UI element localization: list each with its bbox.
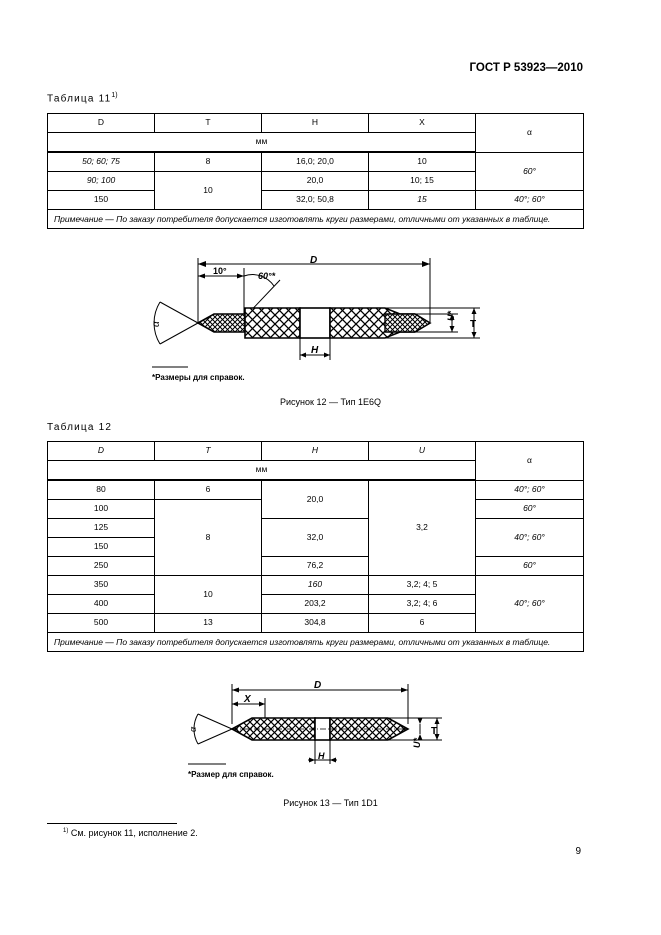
label-10deg: 10° [213,266,227,276]
unit-cell: мм [48,133,476,153]
table-cell: 13 [155,614,262,633]
header-cell-h: H [262,442,369,461]
table-cell: 3,2 [369,480,476,576]
table-row [48,114,584,133]
table-cell: 16,0; 20,0 [262,152,369,172]
table-row [48,210,584,229]
table-cell: 350 [48,576,155,595]
table-cell: 6 [369,614,476,633]
table-cell: 20,0 [262,480,369,519]
table-cell: 40°; 60° [476,519,584,557]
header-cell-h: H [262,114,369,133]
header-cell-alpha: α [476,114,584,153]
table-row [48,519,584,538]
table-12 [47,441,584,652]
figure-12-caption: Рисунок 12 — Тип 1E6Q [280,397,381,407]
figure-12-drawing [140,252,500,387]
table-cell: 304,8 [262,614,369,633]
table-row [48,442,584,461]
table-cell: 8 [155,152,262,172]
table-cell: 50; 60; 75 [48,152,155,172]
table-cell: 8 [155,500,262,576]
header-cell-t: T [155,442,262,461]
table-row [48,191,584,210]
table-12-caption: Таблица 12 [47,422,113,433]
table-cell: 32,0 [262,519,369,557]
figure-13-caption: Рисунок 13 — Тип 1D1 [283,798,378,808]
page-number: 9 [575,846,581,857]
table-cell: 10 [155,576,262,614]
table-cell: 20,0 [262,172,369,191]
table-cell: 400 [48,595,155,614]
label-u: U* [412,737,422,748]
table-11-caption: Таблица 11$^{1)}$ [47,92,118,105]
label-d: D [310,255,318,266]
label-h: H [311,345,319,356]
header-cell-t: T [155,114,262,133]
figure-13-footnote: *Размер для справок. [188,770,274,779]
table-cell: 40°; 60° [476,191,584,210]
unit-cell: мм [48,461,476,481]
table-cell: 15 [369,191,476,210]
label-alpha: α [188,726,198,732]
table-cell: 150 [48,538,155,557]
table-cell: 40°; 60° [476,480,584,500]
table-cell: 6 [155,480,262,500]
table-cell: 150 [48,191,155,210]
table-cell: 500 [48,614,155,633]
header-cell-d: D [48,114,155,133]
table-cell: 60° [476,500,584,519]
header-cell-d: D [48,442,155,461]
table-cell: 76,2 [262,557,369,576]
header-cell-x: X [369,114,476,133]
table-note: Примечание — По заказу потребителя допускается изготовлять круги размерами, отличными от указанных в таблице. [48,633,584,652]
figure-13-drawing [180,680,450,785]
table-row [48,576,584,595]
label-alpha: α [151,321,162,327]
table-row [48,480,584,500]
table-cell: 125 [48,519,155,538]
header-cell-u: U [369,442,476,461]
table-11 [47,113,584,229]
table-cell: 203,2 [262,595,369,614]
table-row [48,557,584,576]
table-cell: 90; 100 [48,172,155,191]
table-cell: 80 [48,480,155,500]
table-cell: 40°; 60° [476,576,584,633]
table-cell: 250 [48,557,155,576]
label-u: U* [446,310,456,321]
table-cell: 60° [476,152,584,191]
table-cell: 3,2; 4; 6 [369,595,476,614]
figure-12-footnote: *Размеры для справок. [152,373,245,382]
table-row [48,152,584,172]
table-cell: 10 [155,172,262,210]
label-60deg: 60°* [258,271,276,281]
table-cell: 3,2; 4; 5 [369,576,476,595]
document-id: ГОСТ Р 53923—2010 [469,62,583,74]
label-d: D [314,680,322,691]
footnote-separator [47,823,177,824]
table-cell: 100 [48,500,155,519]
table-cell: 160 [262,576,369,595]
table-cell: 10 [369,152,476,172]
label-h: H [318,751,325,761]
table-row [48,633,584,652]
table-cell: 32,0; 50,8 [262,191,369,210]
label-x: X [244,694,251,705]
page-footnote: $^{1)}$ См. рисунок 11, исполнение 2. [63,828,198,838]
label-t: T [431,726,438,737]
table-cell: 10; 15 [369,172,476,191]
table-cell: 60° [476,557,584,576]
header-cell-alpha: α [476,442,584,481]
table-note: Примечание — По заказу потребителя допускается изготовлять круги размерами, отличными от указанных в таблице. [48,210,584,229]
label-t: T [470,319,477,330]
